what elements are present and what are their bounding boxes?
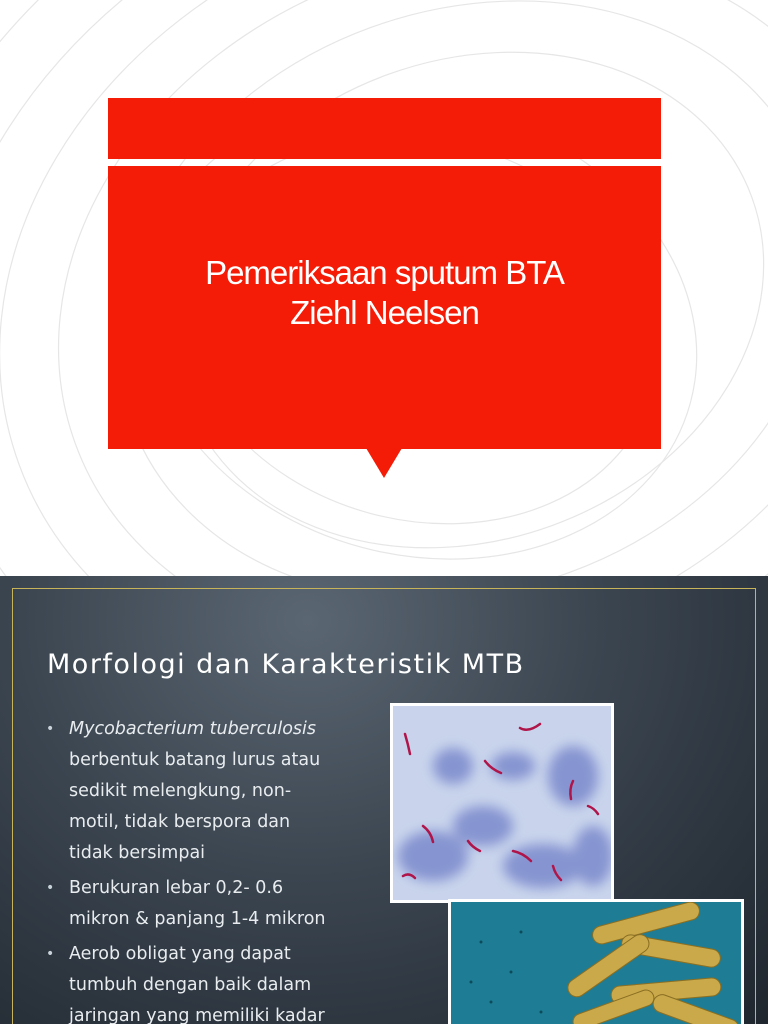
micrograph-illustration	[393, 706, 611, 900]
bullet-line: mikron & panjang 1-4 mikron	[69, 909, 326, 929]
list-item	[44, 714, 374, 869]
list-item	[44, 873, 374, 935]
bullet-list	[44, 714, 374, 1024]
bullet-line: Berukuran lebar 0,2- 0.6	[69, 878, 284, 898]
bullet-line: jaringan yang memiliki kadar	[69, 1006, 325, 1024]
title-box	[108, 166, 661, 449]
electron-micrograph-image	[448, 899, 744, 1024]
bullet-line: berbentuk batang lurus atau	[69, 750, 321, 770]
bullet-icon: •	[46, 721, 55, 737]
bullet-line: tidak bersimpai	[69, 843, 206, 863]
bullet-line: Aerob obligat yang dapat	[69, 944, 291, 964]
bullet-line: tumbuh dengan baik dalam	[69, 975, 312, 995]
slide-title-line-2: Ziehl Neelsen	[290, 293, 479, 331]
bullet-line: motil, tidak berspora dan	[69, 812, 291, 832]
bacteria-illustration	[451, 902, 741, 1024]
title-accent-bar	[108, 98, 661, 159]
bullet-italic-lead: Mycobacterium tuberculosis	[69, 719, 317, 739]
list-item	[44, 939, 374, 1024]
stained-bacilli-image	[390, 703, 614, 903]
title-pointer	[366, 448, 402, 478]
bullet-line: sedikit melengkung, non-	[69, 781, 292, 801]
bullet-icon: •	[46, 880, 55, 896]
slide-title-line-1: Pemeriksaan sputum BTA	[205, 253, 564, 291]
bullet-icon: •	[46, 946, 55, 962]
content-slide	[0, 576, 768, 1024]
slide-title: Morfologi dan Karakteristik MTB	[47, 649, 525, 680]
